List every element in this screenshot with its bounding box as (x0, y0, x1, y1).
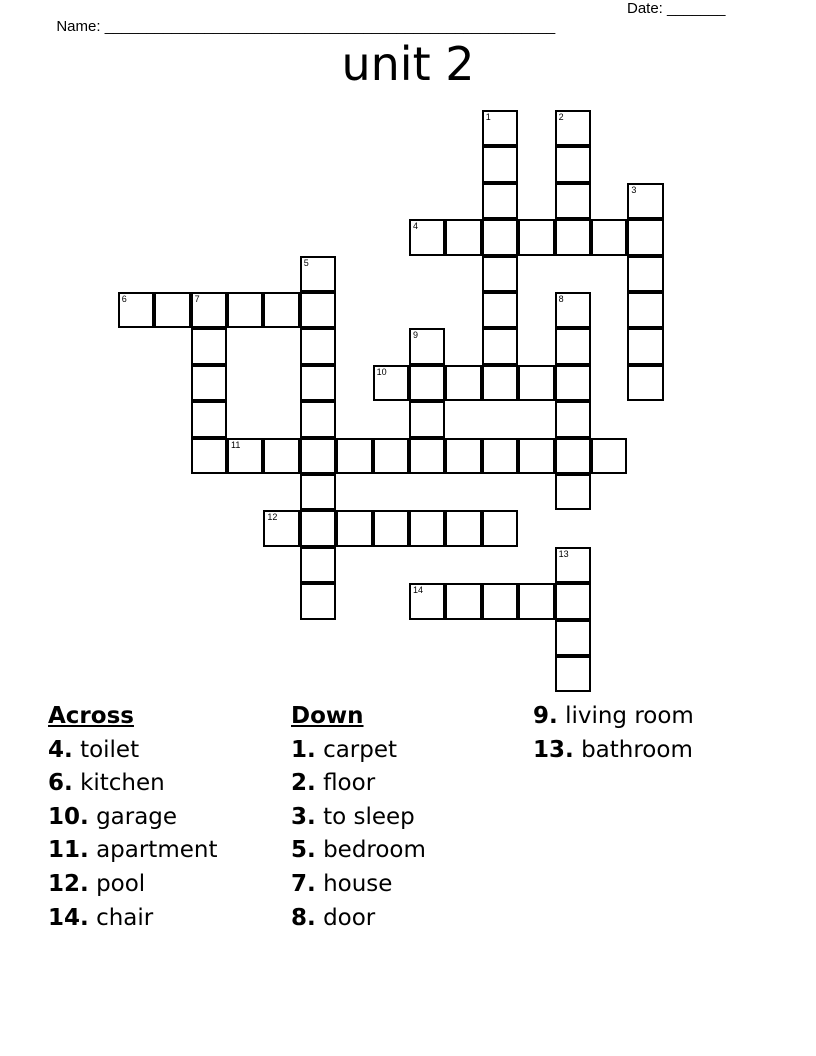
crossword-cell[interactable] (300, 474, 336, 510)
crossword-cell[interactable] (555, 401, 591, 437)
clue-text: chair (96, 904, 154, 931)
crossword-cell[interactable] (300, 401, 336, 437)
crossword-cell[interactable] (627, 292, 663, 328)
crossword-cell[interactable] (482, 510, 518, 546)
crossword-cell[interactable] (482, 110, 518, 146)
clue-text: house (323, 870, 393, 897)
crossword-cell[interactable] (373, 510, 409, 546)
crossword-cell[interactable] (191, 328, 227, 364)
clue-number: 9. (533, 703, 558, 729)
clue-across (48, 734, 217, 768)
clue-number: 11. (48, 837, 89, 864)
crossword-cell[interactable] (482, 146, 518, 182)
clue-text: garage (96, 803, 178, 830)
crossword-cell[interactable] (627, 365, 663, 401)
crossword-cell[interactable] (555, 110, 591, 146)
crossword-cell[interactable] (627, 219, 663, 255)
crossword-cell[interactable] (409, 583, 445, 619)
clue-across (48, 767, 217, 801)
clue-down (291, 734, 426, 768)
cell-number: 7 (194, 294, 200, 304)
crossword-cell[interactable] (555, 328, 591, 364)
clue-number: 6. (48, 770, 73, 797)
crossword-cell[interactable] (191, 365, 227, 401)
clue-number: 4. (48, 736, 73, 763)
crossword-cell[interactable] (300, 583, 336, 619)
clue-text: kitchen (80, 770, 165, 797)
cell-number: 3 (631, 184, 637, 195)
crossword-cell[interactable] (482, 183, 518, 219)
crossword-cell[interactable] (373, 365, 409, 401)
crossword-cell[interactable] (300, 365, 336, 401)
clue-down (533, 700, 694, 734)
crossword-cell[interactable] (154, 292, 190, 328)
clue-text: bedroom (323, 837, 426, 864)
date-label: Date: _______ (627, 0, 726, 17)
crossword-cell[interactable] (555, 183, 591, 219)
crossword-cell[interactable] (555, 292, 591, 328)
crossword-cell[interactable] (555, 219, 591, 255)
clue-across (48, 868, 217, 902)
clue-number: 2. (291, 770, 316, 797)
clue-text: pool (96, 870, 146, 897)
crossword-cell[interactable] (409, 438, 445, 474)
crossword-cell[interactable] (591, 438, 627, 474)
clue-text: bathroom (581, 736, 693, 763)
crossword-cell[interactable] (300, 510, 336, 546)
down-clues-continued (533, 700, 694, 767)
crossword-cell[interactable] (445, 510, 481, 546)
crossword-cell[interactable] (482, 328, 518, 364)
clue-down (291, 801, 426, 835)
crossword-cell[interactable] (555, 438, 591, 474)
crossword-cell[interactable] (191, 292, 227, 328)
across-heading: Across (48, 703, 134, 729)
crossword-cell[interactable] (555, 656, 591, 692)
crossword-cell[interactable] (118, 292, 154, 328)
clue-text: living room (565, 703, 694, 729)
crossword-cell[interactable] (300, 256, 336, 292)
clue-across (48, 801, 217, 835)
down-clues (291, 700, 426, 935)
crossword-cell[interactable] (482, 256, 518, 292)
cell-number: 12 (267, 512, 278, 523)
crossword-cell[interactable] (300, 292, 336, 328)
clue-down (291, 868, 426, 902)
cell-number: 9 (413, 330, 419, 341)
clue-text: toilet (80, 736, 140, 763)
crossword-cell[interactable] (445, 583, 481, 619)
clue-text: floor (323, 770, 376, 797)
crossword-cell[interactable] (409, 219, 445, 255)
crossword-cell[interactable] (336, 510, 372, 546)
crossword-cell[interactable] (227, 438, 263, 474)
crossword-cell[interactable] (300, 438, 336, 474)
clue-down (533, 734, 694, 768)
clue-number: 3. (291, 803, 316, 830)
clue-number: 8. (291, 904, 316, 931)
cell-number: 6 (121, 294, 127, 304)
crossword-cell[interactable] (482, 365, 518, 401)
cell-number: 5 (303, 257, 309, 268)
crossword-cell[interactable] (263, 292, 299, 328)
page-title: unit 2 (341, 37, 475, 91)
cell-number: 4 (413, 221, 419, 232)
crossword-cell[interactable] (373, 438, 409, 474)
crossword-cell[interactable] (627, 183, 663, 219)
crossword-cell[interactable] (300, 328, 336, 364)
clue-number: 12. (48, 870, 89, 897)
crossword-cell[interactable] (518, 438, 554, 474)
clue-across (48, 902, 217, 936)
crossword-cell[interactable] (191, 438, 227, 474)
crossword-cell[interactable] (555, 583, 591, 619)
crossword-cell[interactable] (555, 474, 591, 510)
crossword-cell[interactable] (227, 292, 263, 328)
crossword-cell[interactable] (263, 510, 299, 546)
clue-number: 7. (291, 870, 316, 897)
crossword-cell[interactable] (445, 365, 481, 401)
crossword-cell[interactable] (300, 547, 336, 583)
cell-number: 8 (558, 294, 564, 304)
clue-down (291, 767, 426, 801)
clue-down (291, 902, 426, 936)
cell-number: 1 (485, 112, 491, 122)
crossword-cell[interactable] (409, 328, 445, 364)
down-heading: Down (291, 703, 364, 729)
clue-text: apartment (96, 837, 218, 864)
crossword-cell[interactable] (555, 146, 591, 182)
clue-number: 10. (48, 803, 89, 830)
crossword-cell[interactable] (482, 292, 518, 328)
clue-number: 14. (48, 904, 89, 931)
crossword-cell[interactable] (591, 219, 627, 255)
crossword-cell[interactable] (445, 219, 481, 255)
cell-number: 2 (558, 112, 564, 122)
clue-number: 1. (291, 736, 316, 763)
cell-number: 11 (231, 439, 241, 450)
name-label: Name: ______________________________________________________ (56, 18, 556, 35)
crossword-cell[interactable] (263, 438, 299, 474)
clue-text: door (323, 904, 376, 931)
crossword-cell[interactable] (627, 328, 663, 364)
crossword-cell[interactable] (518, 365, 554, 401)
crossword-cell[interactable] (409, 365, 445, 401)
crossword-cell[interactable] (445, 438, 481, 474)
cell-number: 10 (376, 366, 387, 377)
crossword-cell[interactable] (336, 438, 372, 474)
crossword-cell[interactable] (409, 510, 445, 546)
crossword-cell[interactable] (555, 547, 591, 583)
crossword-cell[interactable] (191, 401, 227, 437)
clue-text: to sleep (323, 803, 415, 830)
cell-number: 14 (413, 585, 424, 596)
across-clues (48, 700, 217, 935)
crossword-cell[interactable] (518, 583, 554, 619)
clue-down (291, 834, 426, 868)
crossword-cell[interactable] (627, 256, 663, 292)
crossword-cell[interactable] (482, 583, 518, 619)
crossword-cell[interactable] (482, 219, 518, 255)
crossword-cell[interactable] (409, 401, 445, 437)
crossword-cell[interactable] (555, 365, 591, 401)
crossword-cell[interactable] (555, 620, 591, 656)
cell-number: 13 (558, 548, 569, 559)
clue-number: 13. (533, 736, 574, 763)
clue-number: 5. (291, 837, 316, 864)
clue-across (48, 834, 217, 868)
crossword-cell[interactable] (482, 438, 518, 474)
clue-text: carpet (323, 736, 398, 763)
crossword-cell[interactable] (518, 219, 554, 255)
